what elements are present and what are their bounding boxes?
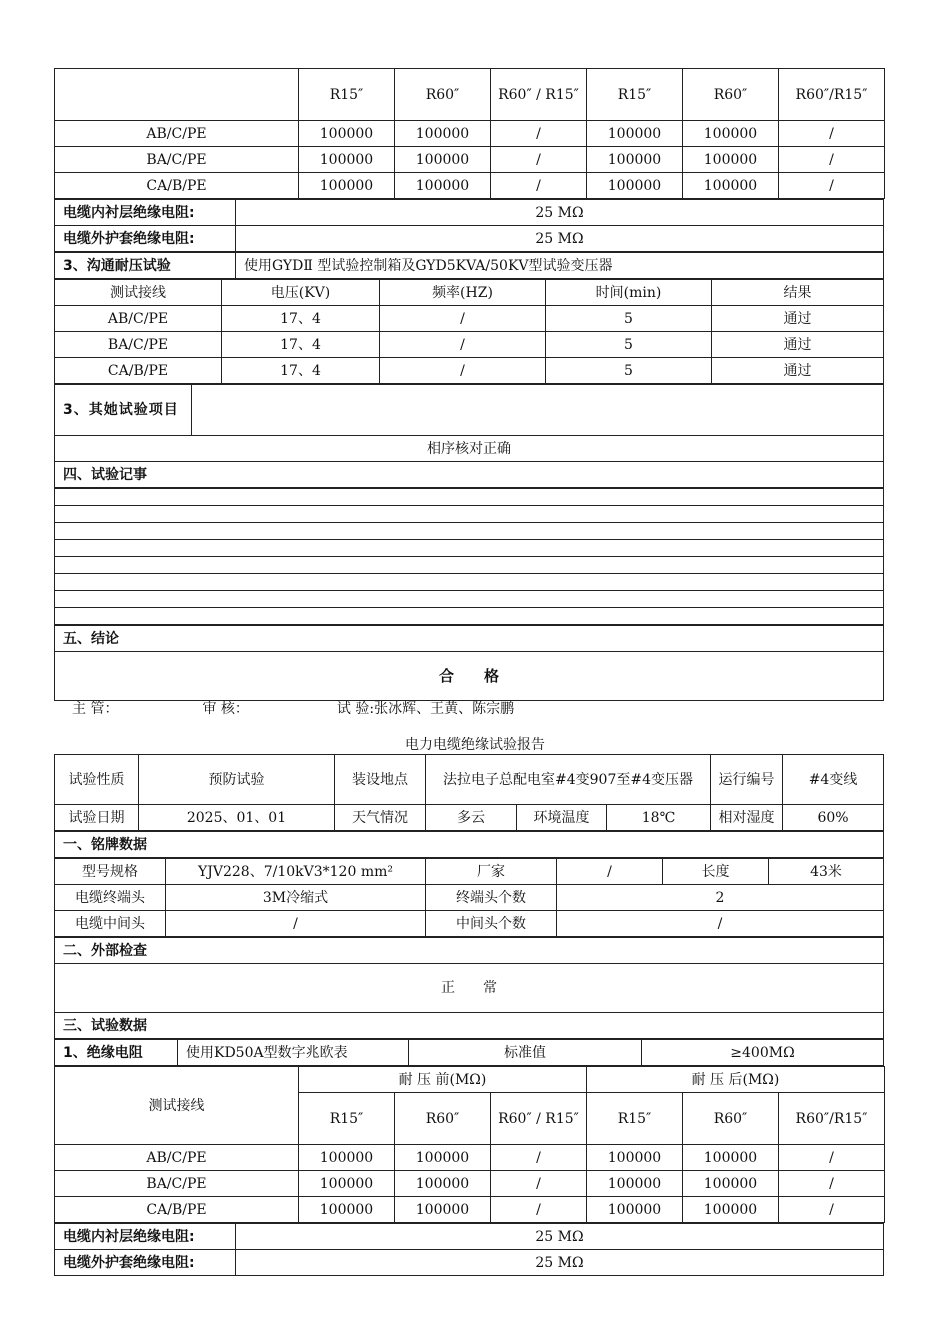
- note-line: [55, 608, 884, 625]
- table-row: AB/C/PE 17、4 / 5 通过: [55, 306, 884, 332]
- note-line: [55, 557, 884, 574]
- outer-sheath-value: 25 MΩ: [236, 1250, 884, 1276]
- note-line: [55, 523, 884, 540]
- table-row: BA/C/PE 100000 100000 / 100000 100000 /: [55, 1171, 885, 1197]
- data-title: 三、试验数据: [55, 1013, 884, 1039]
- external-title: 二、外部检查: [55, 938, 884, 964]
- notes-lines: [54, 488, 884, 625]
- conclusion-title: 五、结论: [55, 626, 884, 652]
- report-continuation: [54, 68, 884, 701]
- col-header: R60″: [683, 1093, 779, 1145]
- ac-test-equipment: 使用GYDⅡ 型试验控制箱及GYD5KVA/50KV型试验变压器: [236, 253, 884, 279]
- phase-check: 相序核对正确: [55, 436, 884, 462]
- conclusion-value: 合 格: [55, 652, 884, 701]
- table-row: BA/C/PE 17、4 / 5 通过: [55, 332, 884, 358]
- test-date: 2025、01、01: [139, 805, 335, 831]
- col-header: R15″: [587, 1093, 683, 1145]
- table-row: CA/B/PE 17、4 / 5 通过: [55, 358, 884, 384]
- other-tests-content: [192, 385, 884, 436]
- col-header: R60″ / R15″: [491, 1093, 587, 1145]
- external-check: [54, 937, 884, 1039]
- table-row: AB/C/PE 100000 100000 / 100000 100000 /: [55, 1145, 885, 1171]
- sheath-resistance: [54, 1223, 884, 1276]
- sheath-resistance-top: [54, 199, 884, 252]
- cable-model: YJV228、7/10kV3*120 mm²: [166, 859, 426, 885]
- insulation-table-top: [54, 68, 885, 199]
- signature-line: [72, 698, 514, 718]
- notes-title: 四、试验记事: [55, 462, 884, 488]
- col-header: R60″/R15″: [779, 1093, 885, 1145]
- note-line: [55, 540, 884, 557]
- ir-instrument: 使用KD50A型数字兆欧表: [178, 1040, 409, 1066]
- col-header: 电压(KV): [222, 280, 380, 306]
- before-withstand: 耐 压 前(MΩ): [299, 1067, 587, 1093]
- col-header: 测试接线: [55, 280, 222, 306]
- ir-header: 1、绝缘电阻 使用KD50A型数字兆欧表 标准值 ≥400MΩ: [54, 1039, 884, 1066]
- other-tests: [54, 384, 884, 488]
- reviewer-label: 审 核：: [202, 701, 249, 717]
- col-header: R15″: [587, 69, 683, 121]
- col-header: R60″/R15″: [779, 69, 885, 121]
- inner-lining-value: 25 MΩ: [236, 200, 884, 226]
- col-header: 时间(min): [546, 280, 712, 306]
- table-row: CA/B/PE 100000 100000 / 100000 100000 /: [55, 173, 885, 199]
- insulation-table: [54, 1066, 885, 1223]
- inner-lining-value: 25 MΩ: [236, 1224, 884, 1250]
- supervisor-label: 主 管：: [72, 701, 119, 717]
- outer-sheath-label: 电缆外护套绝缘电阻:: [55, 1250, 236, 1276]
- outer-sheath-label: 电缆外护套绝缘电阻:: [55, 226, 236, 252]
- col-header: 频率(HZ): [380, 280, 546, 306]
- inner-lining-label: 电缆内衬层绝缘电阻:: [55, 200, 236, 226]
- note-line: [55, 591, 884, 608]
- note-line: [55, 489, 884, 506]
- general-info: 试验性质 预防试验 装设地点 法拉电子总配电室#4变907至#4变压器 运行编号 #4变线 试验日期 2025、01、01 天气情况 多云 环境温度 18℃ 相对湿度 60%: [54, 754, 884, 831]
- report-title: 电力电缆绝缘试验报告: [405, 737, 545, 753]
- tester-label: 试 验:张冰辉、王黄、陈宗鹏: [336, 701, 515, 717]
- outer-sheath-value: 25 MΩ: [236, 226, 884, 252]
- nameplate-section: [54, 831, 884, 858]
- nameplate-data: 型号规格 YJV228、7/10kV3*120 mm² 厂家 / 长度 43米 电缆终端头 3M冷缩式 终端头个数 2 电缆中间头 / 中间头个数 /: [54, 858, 884, 937]
- note-line: [55, 574, 884, 591]
- table-row: BA/C/PE 100000 100000 / 100000 100000 /: [55, 147, 885, 173]
- wiring-header: 测试接线: [55, 1067, 299, 1145]
- wiring-header-blank: [55, 69, 299, 121]
- nameplate-title: 一、铭牌数据: [55, 832, 884, 858]
- inner-lining-label: 电缆内衬层绝缘电阻:: [55, 1224, 236, 1250]
- other-tests-title: 3、其她试验项目: [55, 385, 192, 436]
- ac-withstand-table: [54, 279, 884, 384]
- col-header: R60″: [683, 69, 779, 121]
- ac-test-title: 3、沟通耐压试验: [55, 253, 236, 279]
- col-header: R60″ / R15″: [491, 69, 587, 121]
- col-header: R15″: [299, 1093, 395, 1145]
- col-header: 结果: [712, 280, 884, 306]
- after-withstand: 耐 压 后(MΩ): [587, 1067, 885, 1093]
- ir-title: 1、绝缘电阻: [55, 1040, 178, 1066]
- table-row: CA/B/PE 100000 100000 / 100000 100000 /: [55, 1197, 885, 1223]
- table-row: AB/C/PE 100000 100000 / 100000 100000 /: [55, 121, 885, 147]
- ac-withstand-title: [54, 252, 884, 279]
- standard-value: ≥400MΩ: [642, 1040, 884, 1066]
- note-line: [55, 506, 884, 523]
- col-header: R15″: [299, 69, 395, 121]
- report-2: [54, 754, 884, 1276]
- col-header: R60″: [395, 1093, 491, 1145]
- col-header: R60″: [395, 69, 491, 121]
- install-location: 法拉电子总配电室#4变907至#4变压器: [426, 755, 711, 805]
- conclusion: [54, 625, 884, 701]
- external-result: 正 常: [55, 964, 884, 1013]
